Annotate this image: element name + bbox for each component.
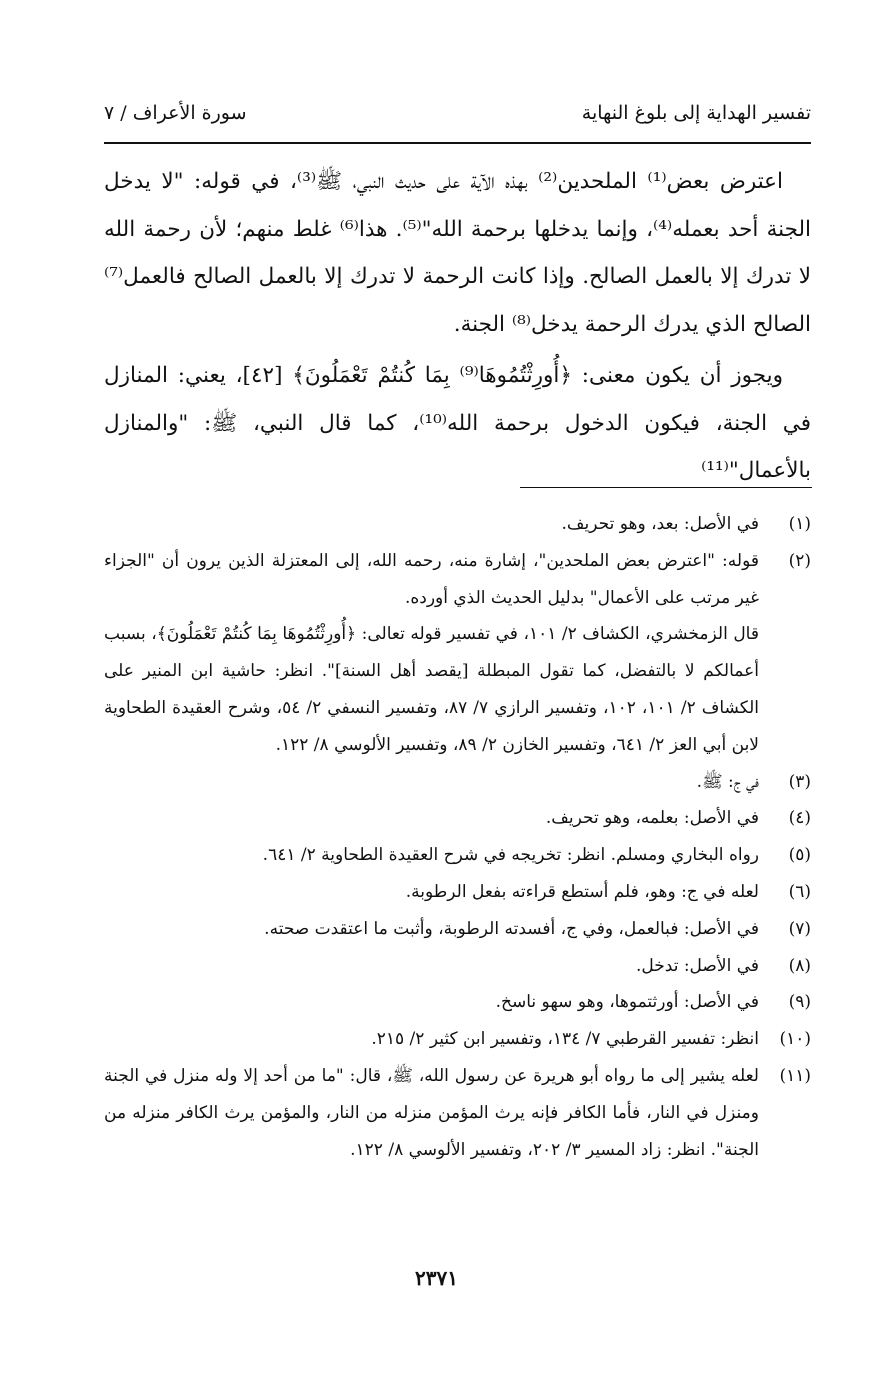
footnote-7 [104,911,811,948]
header-rule [104,142,811,144]
footnote-10 [104,1021,811,1058]
footnote-text: قوله: "اعترض بعض الملحدين"، إشارة منه، رحمه الله، إلى المعتزلة الذين يرون أن "الجزاء غير مرتب على الأعمال" بدليل الحديث الذي أورده. [104,550,759,608]
footnote-text: رواه البخاري ومسلم. انظر: تخريجه في شرح العقيدة الطحاوية ٢/ ٦٤١. [262,845,759,866]
footnote-number: (٧) [788,918,811,939]
footnote-number: (٥) [788,845,811,866]
footnote-number: (٢) [788,550,811,571]
running-head [104,96,811,130]
surah-section: سورة الأعراف / ٧ [104,102,247,124]
paragraph-2: ويجوز أن يكون معنى: ﴿أُورِثْتُمُوهَا⁽⁹⁾ بِمَا كُنتُمْ تَعْمَلُونَ﴾ [٤٢]، يعني: المنازل في الجنة، فيكون الدخول برحمة الله⁽¹⁰⁾، كما قال النبي، ﷺ: "والمنازل بالأعمال"⁽¹¹⁾ [104,363,811,483]
main-text [104,158,811,495]
footnotes [104,506,811,1168]
page-number: ٢٣٧١ [415,1266,458,1290]
footnote-3 [104,764,811,801]
footnote-text: لعله في ج: وهو، فلم أستطع قراءته بفعل الرطوبة. [405,881,759,902]
footnote-11 [104,1058,811,1168]
footnote-5 [104,837,811,874]
footnote-number: (١) [788,514,811,534]
footnote-number: (١١) [779,1065,811,1086]
footnote-number: (٦) [788,881,811,902]
footnote-1 [104,506,811,543]
footnote-text: في الأصل: بعلمه، وهو تحريف. [545,808,759,829]
footnote-text: انظر: تفسير القرطبي ٧/ ١٣٤، وتفسير ابن كثير ٢/ ٢١٥. [371,1029,759,1050]
footnote-2 [104,543,811,617]
book-title: تفسير الهداية إلى بلوغ النهاية [581,102,811,124]
footnote-text: في الأصل: بعد، وهو تحريف. [561,514,759,534]
footnote-4 [104,800,811,837]
footnote-number: (٣) [788,771,811,792]
footnote-6 [104,874,811,911]
footnote-text: لعله يشير إلى ما رواه أبو هريرة عن رسول الله، ﷺ، قال: "ما من أحد إلا وله منزل في الجنة ومنزل في النار، فأما الكافر فإنه يرث المؤمن منزله من النار، والمؤمن يرث الكافر منزله من الجنة". انظر: زاد المسير ٣/ ٢٠٢، وتفسير الألوسي ٨/ ١٢٢. [104,1065,759,1160]
footnote-number: (٤) [788,808,811,829]
paragraph-1: اعترض بعض⁽¹⁾ الملحدين⁽²⁾ بهذه الآية على حديث النبي، ﷺ⁽³⁾، في قوله: "لا يدخل الجنة أحد بعمله⁽⁴⁾، وإنما يدخلها برحمة الله"⁽⁵⁾. هذا⁽⁶⁾ غلط منهم؛ لأن رحمة الله لا تدرك إلا بالعمل الصالح. وإذا كانت الرحمة لا تدرك إلا بالعمل الصالح فالعمل⁽⁷⁾ الصالح الذي يدرك الرحمة يدخل⁽⁸⁾ الجنة. [104,169,811,337]
footnote-text: في الأصل: أورثتموها، وهو سهو ناسخ. [495,992,759,1013]
footnote-2-continuation: قال الزمخشري، الكشاف ٢/ ١٠١، في تفسير قوله تعالى: ﴿أُورِثْتُمُوهَا بِمَا كُنتُمْ تَعْمَلُونَ﴾، بسبب أعمالكم لا بالتفضل، كما تقول المبطلة [يقصد أهل السنة]". انظر: حاشية ابن المنير على الكشاف ٢/ ١٠١، ١٠٢، وتفسير الرازي ٧/ ٨٧، وتفسير النسفي ٢/ ٥٤، وشرح العقيدة الطحاوية لابن أبي العز ٢/ ٦٤١، وتفسير الخازن ٢/ ٨٩، وتفسير الألوسي ٨/ ١٢٢. [104,624,760,755]
footnote-text: في ج: ﷺ. [696,771,759,792]
footnote-9 [104,984,811,1021]
footnote-number: (٨) [788,955,811,976]
footnote-8 [104,948,811,985]
footnote-text: في الأصل: تدخل. [635,955,759,976]
footnote-text: في الأصل: فبالعمل، وفي ج، أفسدته الرطوبة، وأثبت ما اعتقدت صحته. [264,918,759,939]
footnote-separator [520,487,812,488]
footnote-number: (١٠) [779,1029,811,1050]
footnote-number: (٩) [788,992,811,1013]
